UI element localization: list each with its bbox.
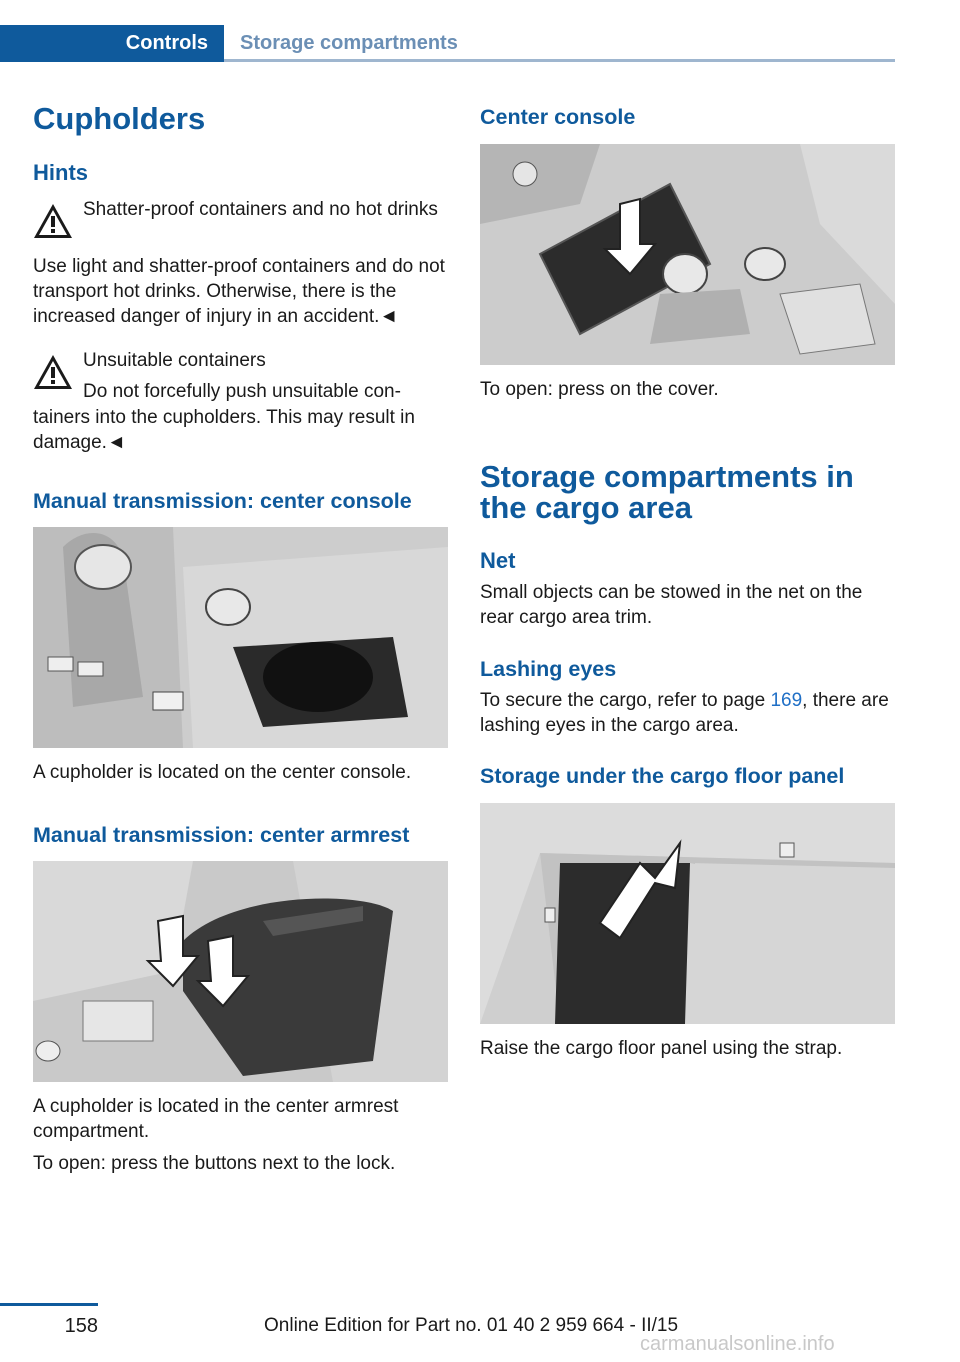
center-console-caption: To open: press on the cover. xyxy=(480,379,719,400)
warning-triangle-icon xyxy=(33,203,73,239)
lashing-text-before: To secure the cargo, refer to page xyxy=(480,690,771,711)
warning2-body-first: Do not forcefully push unsuitable con- xyxy=(83,381,401,402)
manual-console-caption: A cupholder is located on the center console. xyxy=(33,762,412,783)
page-header xyxy=(0,25,895,62)
edition-text: Online Edition for Part no. 01 40 2 959 664 - II/15 xyxy=(264,1315,679,1336)
hints-heading: Hints xyxy=(33,160,88,185)
net-heading: Net xyxy=(480,548,516,573)
manual-armrest-heading: Manual transmission: center armrest xyxy=(33,823,410,847)
cargo-floor-panel-image xyxy=(480,803,895,1024)
lashing-text-after: , there are lashing eyes in the cargo area. xyxy=(480,690,889,736)
center-armrest-image xyxy=(33,861,448,1082)
cargo-storage-title: Storage compartments in the cargo area xyxy=(480,459,854,525)
lashing-eyes-body xyxy=(480,688,900,738)
center-console-heading: Center console xyxy=(480,105,636,129)
cargo-floor-caption: Raise the cargo floor panel using the strap. xyxy=(480,1038,843,1059)
warning2-body-rest: tainers into the cupholders. This may result in damage.◄ xyxy=(33,407,415,453)
footer-rule xyxy=(0,1303,98,1306)
warning2-title: Unsuitable containers xyxy=(83,350,266,371)
page-number: 158 xyxy=(64,1315,98,1337)
warning1-body: Use light and shatter-proof containers and do not transport hot drinks. Otherwise, there is the increased danger of injury in an accident.◄ xyxy=(33,256,445,327)
manual-armrest-open: To open: press the buttons next to the lock. xyxy=(33,1153,396,1174)
watermark: carmanualsonline.info xyxy=(640,1333,835,1355)
page-169-link[interactable]: 169 xyxy=(770,690,803,711)
cupholders-title: Cupholders xyxy=(33,101,206,136)
header-rule xyxy=(224,59,895,62)
header-topic-label: Storage compartments xyxy=(240,32,458,54)
manual-console-heading: Manual transmission: center console xyxy=(33,489,412,513)
manual-armrest-caption: A cupholder is located in the center armrest compartment. xyxy=(33,1096,399,1142)
lashing-eyes-heading: Lashing eyes xyxy=(480,657,617,681)
center-console-cupholder-image xyxy=(33,527,448,748)
header-section-label: Controls xyxy=(0,25,224,62)
center-console-cover-image xyxy=(480,144,895,365)
net-body: Small objects can be stowed in the net on the rear cargo area trim. xyxy=(480,582,863,628)
warning-triangle-icon xyxy=(33,354,73,390)
warning1-title: Shatter-proof containers and no hot drinks xyxy=(83,199,438,220)
cargo-floor-heading: Storage under the cargo floor panel xyxy=(480,764,845,788)
